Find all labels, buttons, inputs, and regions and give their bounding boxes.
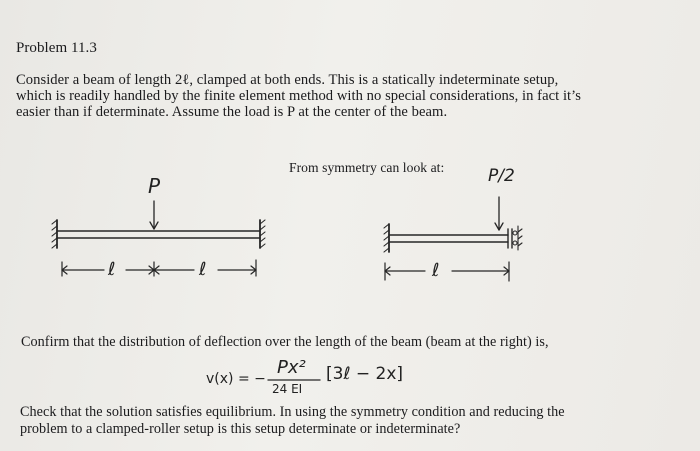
left-dim-label-2: ℓ (199, 259, 207, 280)
statement-line-3: easier than if determinate. Assume the load is P at the center of the beam. (16, 104, 448, 120)
check-line-1: Check that the solution satisfies equilibrium. In using the symmetry condition and reducing the (20, 404, 565, 420)
roller-wheel-top (513, 231, 517, 235)
formula-numerator: Px² (277, 357, 306, 378)
clamped-roller-beam (384, 197, 522, 281)
formula-lhs: v(x) = − (206, 371, 266, 387)
roller-wheel-bottom (513, 241, 517, 245)
left-load-label: P (148, 174, 161, 198)
right-load-label: P/2 (488, 166, 515, 186)
roller-support (508, 229, 512, 248)
confirm-text: Confirm that the distribution of deflection over the length of the beam (beam at the right) is, (21, 334, 549, 350)
left-dim-label-1: ℓ (108, 259, 116, 280)
problem-title: Problem 11.3 (16, 40, 97, 56)
clamped-clamped-beam (52, 201, 265, 276)
formula-denominator: 24 EI (272, 382, 303, 396)
statement-line-2: which is readily handled by the finite element method with no special considerations, in fact it’s (16, 88, 581, 104)
statement-line-1: Consider a beam of length 2ℓ, clamped at both ends. This is a statically indeterminate setup, (16, 72, 559, 88)
roller-wall (518, 226, 522, 250)
check-line-2: problem to a clamped-roller setup is this setup determinate or indeterminate? (20, 421, 461, 437)
symmetry-label: From symmetry can look at: (289, 160, 445, 175)
right-dim-label: ℓ (432, 260, 440, 281)
formula-bracket: [3ℓ − 2x] (326, 364, 404, 384)
